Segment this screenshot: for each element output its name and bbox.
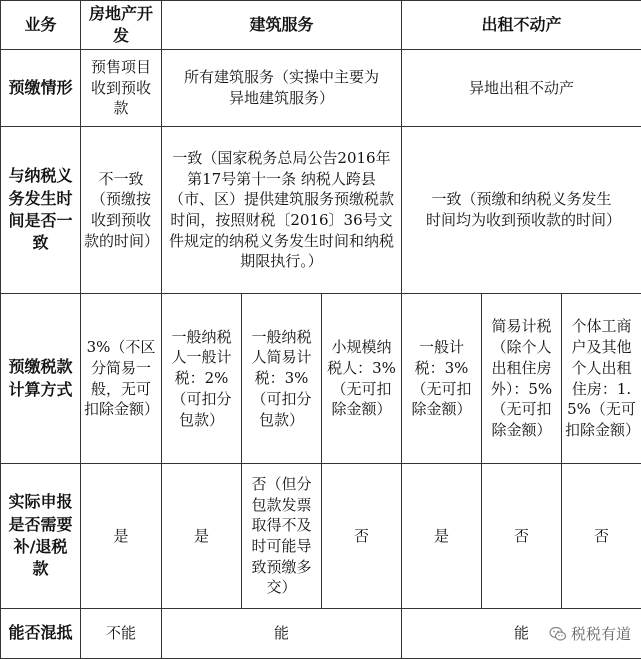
row-label-prepay-scenario: 预缴情形: [1, 50, 81, 127]
refund-construction-simple: 否（但分包款发票取得不及时可能导致预缴多交）: [242, 464, 322, 609]
timing-real-estate: 不一致（预缴按收到预收款的时间）: [81, 127, 162, 294]
refund-real-estate: 是: [81, 464, 162, 609]
timing-rental: 一致（预缴和纳税义务发生时间均为收到预收款的时间）: [402, 127, 641, 294]
watermark-text: 税税有道: [571, 623, 631, 644]
timing-construction: 一致（国家税务总局公告2016年第17号第十一条 纳税人跨县（市、区）提供建筑服务预缴税款时间，按照财税〔2016〕36号文件规定的纳税义务发生时间和纳税期限执行。）: [162, 127, 402, 294]
refund-rental-simple: 否: [482, 464, 562, 609]
calc-rental-simple: 简易计税（除个人出租住房外）：5%（无可扣除金额）: [482, 294, 562, 464]
calc-construction-simple: 一般纳税人简易计税：3%（可扣分包款）: [242, 294, 322, 464]
row-timing: [1, 127, 641, 294]
offset-rental: 能: [402, 609, 641, 659]
row-label-refund: 实际申报是否需要补/退税款: [1, 464, 81, 609]
refund-rental-individual: 否: [562, 464, 641, 609]
row-calc: [1, 294, 641, 464]
row-label-calc: 预缴税款计算方式: [1, 294, 81, 464]
calc-real-estate: 3%（不区分简易一般，无可扣除金额）: [81, 294, 162, 464]
watermark: [547, 623, 633, 644]
offset-real-estate: 不能: [81, 609, 162, 659]
row-refund: [1, 464, 641, 609]
row-prepay-scenario: [1, 50, 641, 127]
prepay-scenario-real-estate: 预售项目收到预收款: [81, 50, 162, 127]
row-label-offset: 能否混抵: [1, 609, 81, 659]
row-offset: [1, 609, 641, 659]
calc-construction-small: 小规模纳税人：3%（无可扣除金额）: [322, 294, 402, 464]
prepay-scenario-rental: 异地出租不动产: [402, 50, 641, 127]
calc-rental-individual: 个体工商户及其他个人出租住房：1.5%（无可扣除金额）: [562, 294, 641, 464]
prepay-scenario-construction: 所有建筑服务（实操中主要为异地建筑服务）: [162, 50, 402, 127]
calc-rental-general: 一般计税：3%（无可扣除金额）: [402, 294, 482, 464]
refund-construction-general: 是: [162, 464, 242, 609]
row-label-timing: 与纳税义务发生时间是否一致: [1, 127, 81, 294]
refund-rental-general: 是: [402, 464, 482, 609]
header-real-estate: 房地产开发: [81, 1, 162, 50]
calc-construction-general: 一般纳税人一般计税：2%（可扣分包款）: [162, 294, 242, 464]
wechat-logo-icon: [549, 626, 567, 642]
header-business: 业务: [1, 1, 81, 50]
header-construction: 建筑服务: [162, 1, 402, 50]
offset-construction: 能: [162, 609, 402, 659]
header-row: [1, 1, 641, 50]
refund-construction-small: 否: [322, 464, 402, 609]
header-rental: 出租不动产: [402, 1, 641, 50]
